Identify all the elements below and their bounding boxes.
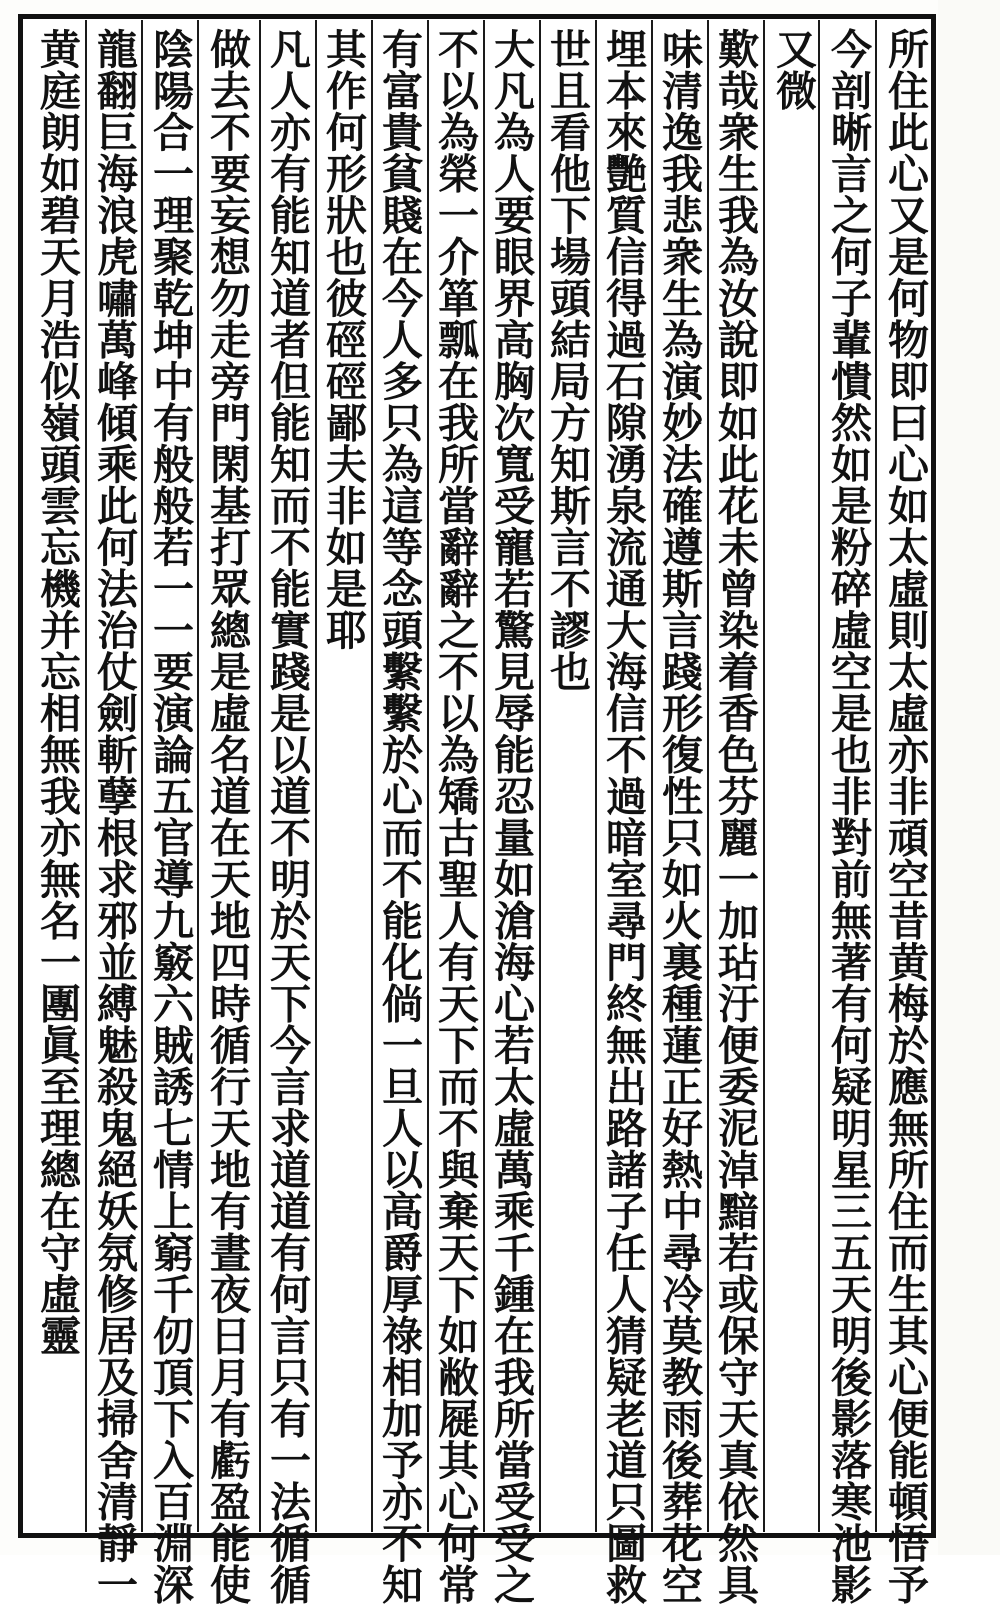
text-column-11: 其作何形狀也彼硜硜鄙夫非如是耶 [319, 28, 367, 651]
text-column-10: 有富貴貧賤在今人多只為這等念頭繫繫於心而不能化倘一旦人以高爵厚祿相加予亦不知 [375, 28, 423, 1605]
text-column-4: 歎哉衆生我為汝說即如此花未曾染着香色芬麗一加玷汙便委泥淖黯若或保守天真依然具 [711, 28, 759, 1605]
column-rule [763, 20, 765, 1532]
text-column-16: 黄庭朗如碧天月浩似嶺頭雲忘機并忘相無我亦無名一團眞至理總在守虛靈 [33, 28, 81, 1356]
text-column-7: 世且看他下場頭結局方知斯言不謬也 [543, 28, 591, 692]
text-column-3: 又微 [769, 28, 817, 111]
text-column-12: 凡人亦有能知道者但能知而不能實踐是以道不明於天下今言求道道有何言只有一法循循 [263, 28, 311, 1605]
page-margin [938, 0, 1000, 1555]
text-column-8: 大凡為人要眼界高胸次寬受寵若驚見辱能忍量如滄海心若太虛萬乘千鍾在我所當受受之 [487, 28, 535, 1605]
text-column-5: 味清逸我悲衆生為演妙法確遵斯言踐形復性只如火裏種蓮正好熱中尋冷莫教雨後葬花空 [655, 28, 703, 1605]
text-column-6: 埋本來艷質信得過石隙湧泉流通大海信不過暗室尋門終無出路諸子任人猜疑老道只圖救 [599, 28, 647, 1605]
column-rule [197, 20, 199, 1532]
text-column-9: 不以為榮一介箪瓢在我所當辭辭之不以為矯古聖人有天下而不與棄天下如敝屣其心何常 [431, 28, 479, 1605]
text-column-2: 今剖晰言之何子輩憒然如是粉碎虛空是也非對前無著有何疑明星三五天明後影落寒池影 [824, 28, 872, 1605]
text-column-15: 龍翻巨海浪虎嘯萬峰傾乘此何法治仗劍斬孽根求邪並縛魅殺鬼絕妖氛修居及掃舍清靜一 [90, 28, 138, 1605]
column-rule [875, 20, 877, 1532]
text-column-14: 陰陽合一理聚乾坤中有般般若一一要演論五官導九竅六賊誘七情上窮千仞頂下入百淵深 [146, 28, 194, 1605]
text-column-1: 所住此心又是何物即曰心如太虛則太虛亦非頑空昔黄梅於應無所住而生其心便能頓悟予 [881, 28, 929, 1605]
text-column-13: 做去不要妄想勿走旁門閑基打眾總是虛名道在天地四時循行天地有晝夜日月有虧盈能使 [203, 28, 251, 1605]
